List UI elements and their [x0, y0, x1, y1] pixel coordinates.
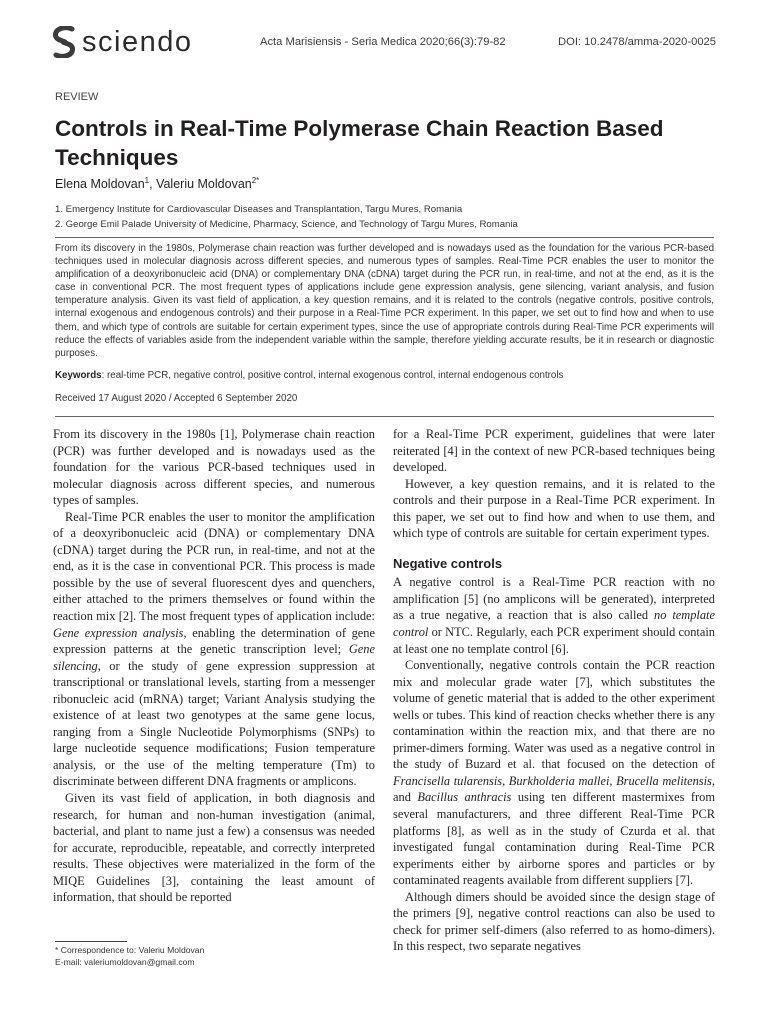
body-text: using ten different mastermixes from several manufacturers, and three different Real-Time PCR platforms [8], as well as in the study of Czurda et al. that investigated fungal contamination during Real-Time PCR experiments either by airborne spores and particles or by contaminated reagents available from different suppliers [7].	[393, 790, 715, 888]
journal-citation: Acta Marisiensis - Seria Medica 2020;66(3):79-82	[260, 36, 506, 48]
keywords	[55, 370, 714, 381]
logo-text: sciendo	[82, 25, 193, 58]
body-paragraph: for a Real-Time PCR experiment, guidelines that were later reiterated [4] in the context of new PCR-based techniques being developed.	[393, 427, 715, 475]
body-paragraph	[393, 574, 715, 657]
author-list	[55, 176, 259, 191]
received-dates: Received 17 August 2020 / Accepted 6 September 2020	[55, 392, 298, 404]
abstract-section	[55, 237, 714, 404]
body-emphasis: Francisella tularensis, Burkholderia mallei, Brucella melitensis	[393, 773, 712, 788]
affiliations	[55, 202, 518, 232]
author-affiliation-mark: 2*	[251, 176, 260, 185]
body-emphasis: Gene expression analysis	[53, 625, 184, 640]
body-text: Conventionally, negative controls contain the PCR reaction mix and molecular grade water [7], which substitutes the volume of genetic material that is added to the other experiment wells or tubes. This kind of reaction checks whether there is any contamination within the reaction mix, and that there are no primer-dimers forming. Water was used as a negative control in the study of Buzard et al. that focused on the detection of	[393, 658, 715, 772]
body-emphasis: no template control	[393, 608, 715, 640]
body-column-right	[393, 426, 715, 955]
body-text: , and	[393, 773, 715, 805]
body-text: or NTC. Regularly, each PCR experiment should contain at least one no template control [6].	[393, 625, 715, 656]
body-text: A negative control is a Real-Time PCR reaction with no amplification [5] (no amplicons will be generated), interpreted as a true negative, a reaction that is also called	[393, 575, 715, 623]
author-name: Elena Moldovan	[55, 177, 145, 192]
affiliation-item: 1. Emergency Institute for Cardiovascular Diseases and Transplantation, Targu Mures, Romania	[55, 204, 463, 215]
body-emphasis: Gene silencing	[53, 642, 375, 673]
keywords-list: : real-time PCR, negative control, positive control, internal exogenous control, internal endogenous controls	[101, 369, 564, 381]
author-separator: ,	[149, 177, 157, 192]
body-text: Real-Time PCR enables the user to monitor the amplification of a deoxyribonucleic acid (DNA) or complementary DNA (cDNA) target during the PCR run, in real-time, and not at the end, as it is the case in conventional PCR. This process is made possible by the use of several fluorescent dyes and quenchers, either attached to the primers themselves or found within the reaction mix [2]. The most frequent types of application include:	[53, 509, 375, 624]
correspondence: * Correspondence to: Valeriu Moldovan	[55, 945, 205, 955]
article-title: Controls in Real-Time Polymerase Chain Reaction Based Techniques	[55, 116, 664, 170]
abstract-divider	[55, 416, 714, 417]
body-paragraph: From its discovery in the 1980s [1], Polymerase chain reaction (PCR) was further developed and is nowadays used as the foundation for the various PCR-based techniques used in molecular diagnosis across different species, and numerous types of samples.	[53, 427, 375, 508]
footnote-divider	[55, 941, 127, 942]
body-paragraph: Although dimers should be avoided since the design stage of the primers [9], negative control reactions can also be used to check for primer self-dimers (also referred to as homo-dimers). In this respect, two separate negatives	[393, 889, 715, 954]
keywords-label: Keywords	[55, 369, 102, 381]
body-paragraph: However, a key question remains, and it is related to the controls and their purpose in a Real-Time PCR experiment. In this paper, we set out to find how and when to use them, and which type of controls are suitable for certain experiment types.	[393, 476, 715, 541]
abstract-text: From its discovery in the 1980s, Polymerase chain reaction was further developed and is nowadays used as the foundation for the various PCR-based techniques used in molecular diagnosis across different species, and numerous types of samples. Real-Time PCR enables the user to monitor the amplification of a deoxyribonucleic acid (DNA) or complementary DNA (cDNA) target during the PCR run, in real-time, and not at the end, as it is the case in conventional PCR. The most frequent types of applications include gene expression analysis, gene silencing, variant analysis, and fusion temperature analysis. Given its vast field of application, a key question remains, and it is related to the controls (negative controls, positive controls, internal exogenous and endogenous controls) and their purpose in a Real-Time PCR experiment. In this paper, we set out to find how and when to use them, and which type of controls are suitable for certain experiment types, since the use of appropriate controls during Real-Time PCR experiments will reduce the effects of variables aside from the independent variable within the sample, therefore yielding accurate results, be it in research or diagnostic purposes.	[55, 243, 714, 359]
body-paragraph	[53, 509, 375, 790]
author-affiliation-mark: 1	[144, 176, 150, 185]
sciendo-logo[interactable]	[52, 24, 192, 60]
body-text: , enabling the determination of gene expression patterns at the genetic transcription level;	[53, 625, 375, 657]
section-label: REVIEW	[55, 91, 99, 103]
body-paragraph: Given its vast field of application, in both diagnosis and research, for human and non-human investigation (animal, bacterial, and plant to name just a few) a consensus was needed for accurate, reproducible, repeatable, and correctly interpreted results. These objectives were materialized in the form of the MIQE Guidelines [3], containing the least amount of information, that should be reported	[53, 791, 375, 905]
email[interactable]: E-mail: valeriumoldovan@gmail.com	[55, 957, 195, 967]
sciendo-logo-icon	[52, 26, 76, 58]
body-column-left	[53, 426, 375, 906]
body-emphasis: Bacillus anthracis	[417, 790, 512, 805]
page-header	[52, 24, 716, 60]
section-heading-negative-controls: Negative controls	[393, 555, 503, 571]
affiliation-item: 2. George Emil Palade University of Medicine, Pharmacy, Science, and Technology of Targu Mures, Romania	[55, 219, 518, 230]
doi-link[interactable]: DOI: 10.2478/amma-2020-0025	[558, 36, 716, 48]
body-paragraph	[393, 657, 715, 889]
author-name: Valeriu Moldovan	[156, 177, 252, 192]
body-text: , or the study of gene expression suppression at transcriptional or translational levels, starting from a messenger ribonucleic acid (mRNA) target; Variant Analysis studying the existence of at least two genotypes at the same gene locus, ranging from a Single Nucleotide Polymorphisms (SNPs) to large nucleotide sequence modifications; Fusion temperature analysis, or the use of the melting temperature (Tm) to discriminate between different DNA fragments or amplicons.	[53, 658, 375, 789]
footnote	[55, 944, 204, 968]
